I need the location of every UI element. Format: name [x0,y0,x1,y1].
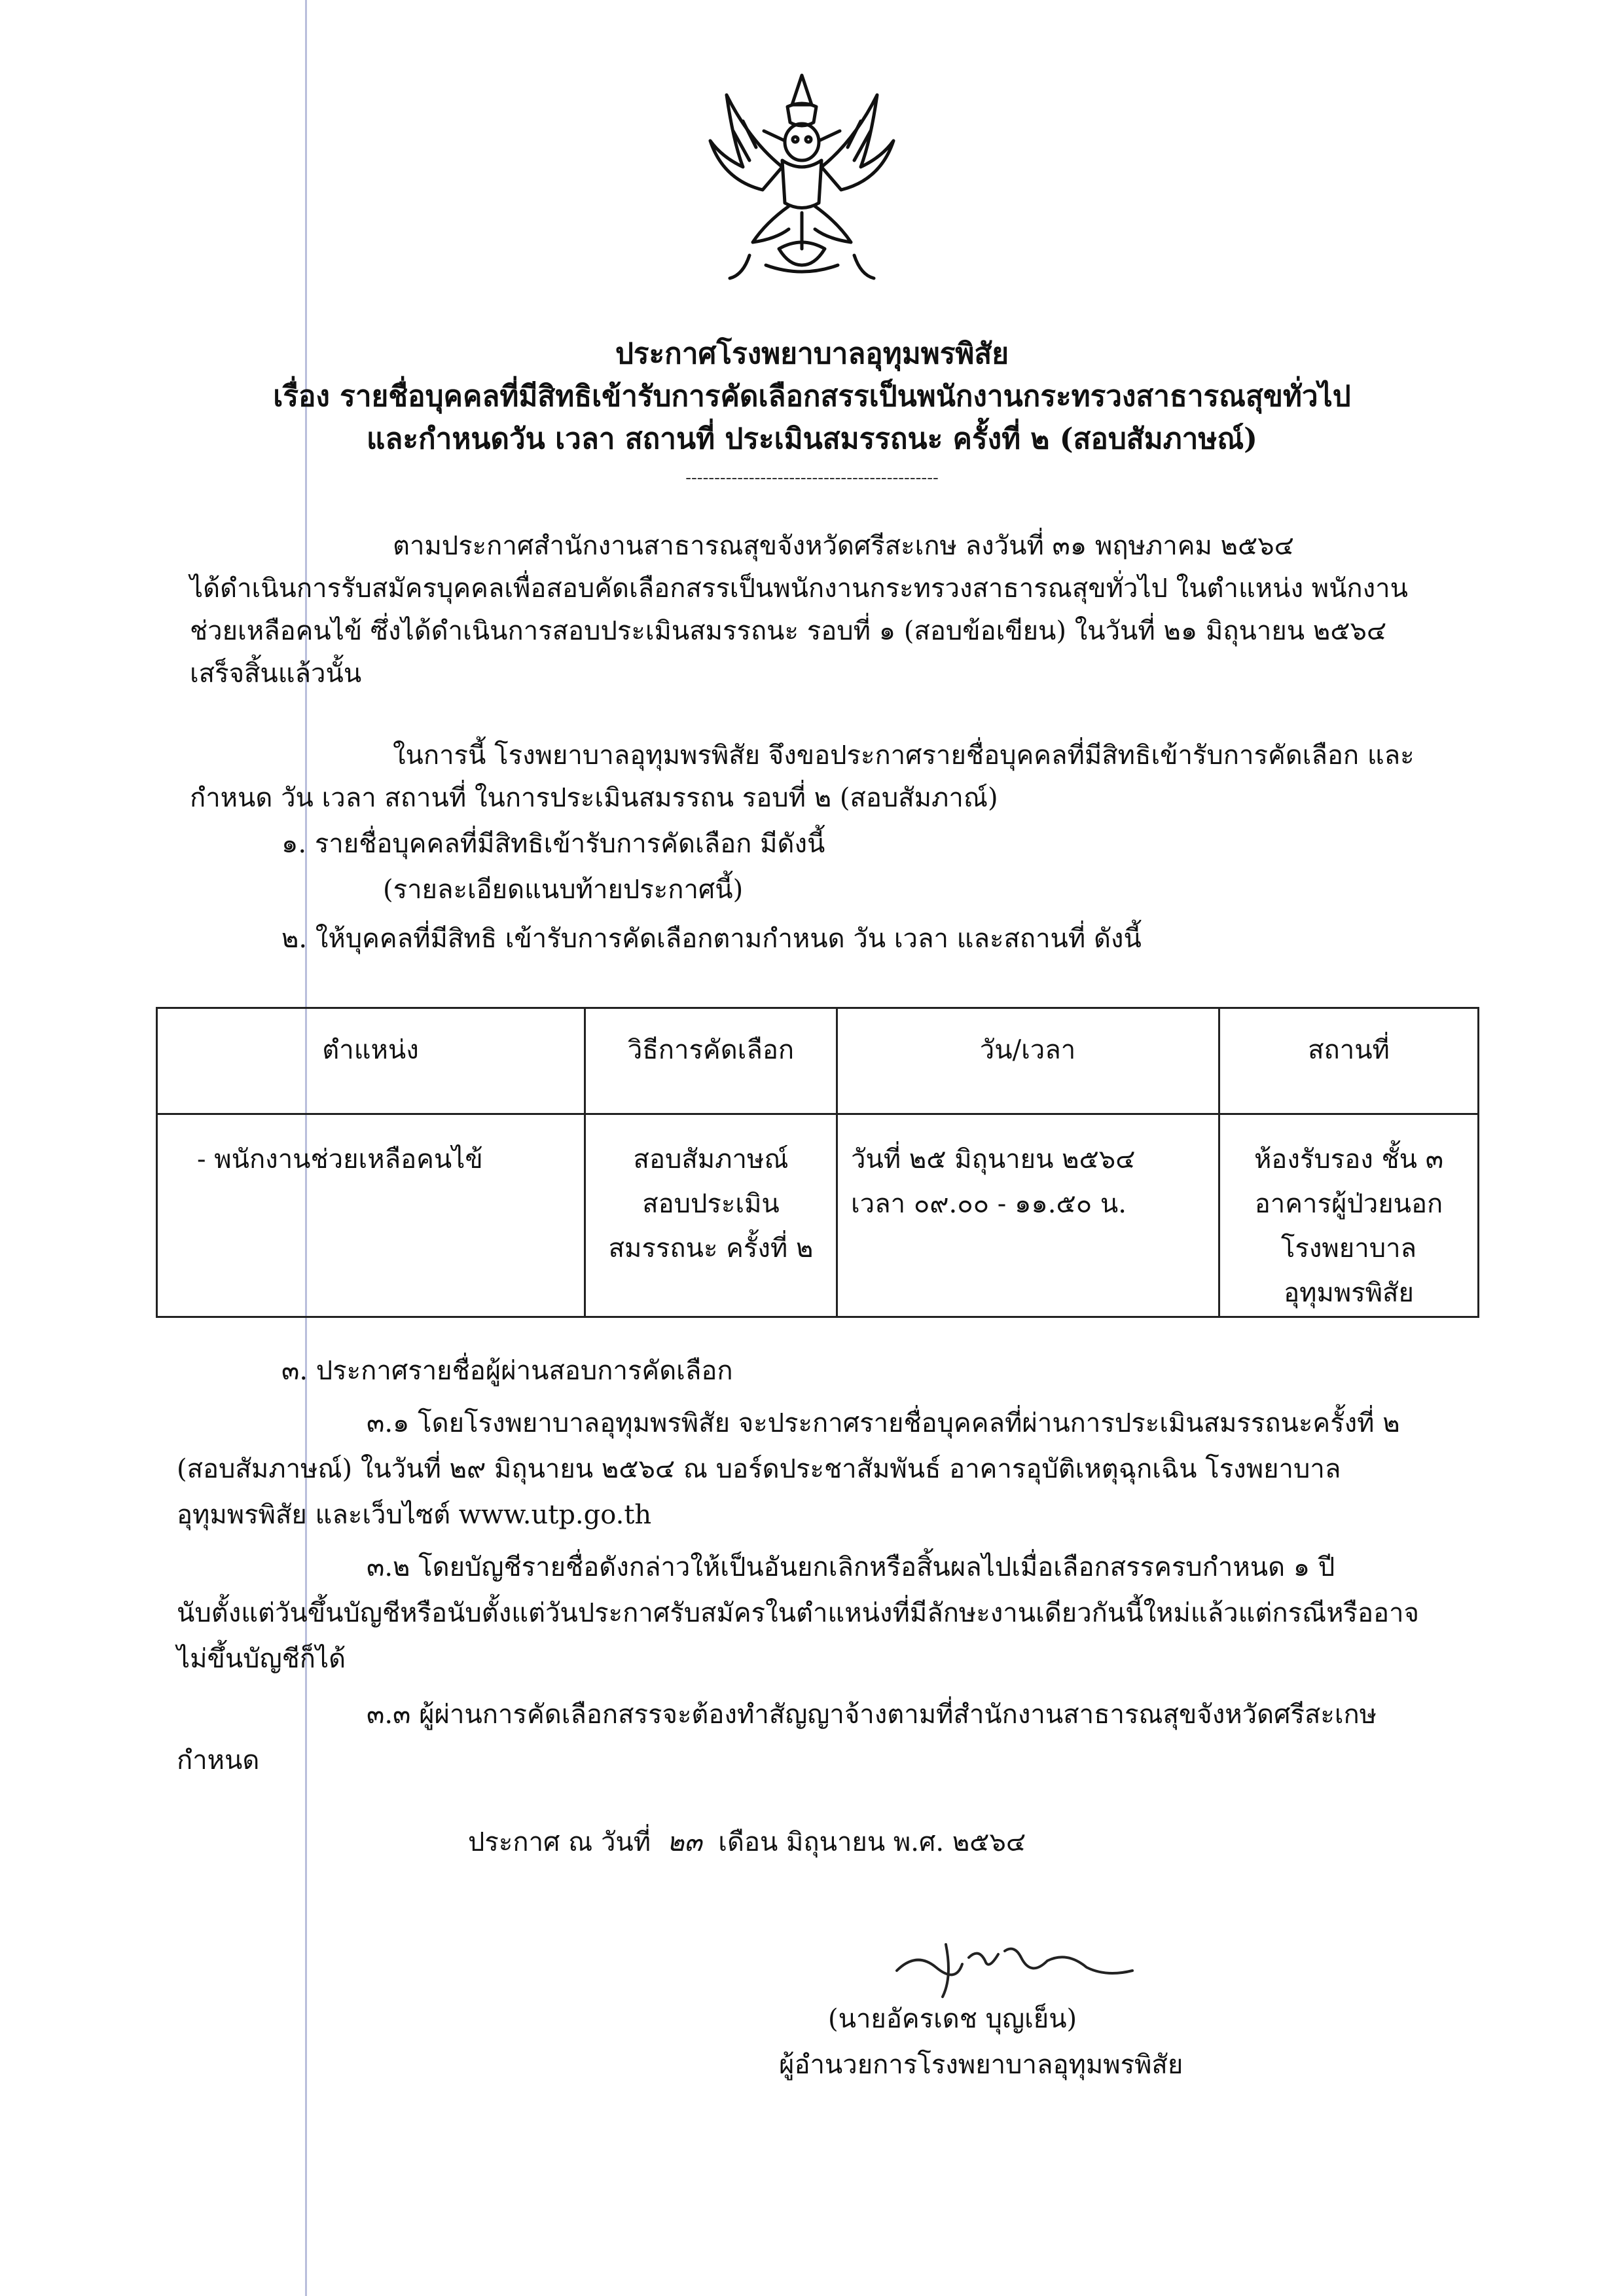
signatory-title: ผู้อำนวยการโรงพยาบาลอุทุมพรพิสัย [779,2050,1183,2080]
method-line3: สมรรถนะ ครั้งที่ ๒ [608,1233,814,1264]
place-line2: อาคารผู้ป่วยนอก [1254,1189,1443,1219]
table-header-row [157,1008,1479,1114]
para1-line4: เสร็จสิ้นแล้วนั้น [190,659,362,689]
item2-text: ๒. ให้บุคคลที่มีสิทธิ เข้ารับการคัดเลือกตามกำหนด วัน เวลา และสถานที่ ดังนี้ [281,924,1142,954]
signatory-name: (นายอัครเดช บุญเย็น) [828,2004,1077,2034]
place-line1: ห้องรับรอง ชั้น ๓ [1254,1144,1444,1175]
announce-date [468,1827,1026,1858]
schedule-table [156,1007,1479,1318]
section3-2-line1: ๓.๒ โดยบัญชีรายชื่อดังกล่าวให้เป็นอันยกเลิกหรือสิ้นผลไปเมื่อเลือกสรรครบกำหนด ๑ ปี [367,1552,1335,1582]
cell-place [1219,1114,1479,1317]
method-line1: สอบสัมภาษณ์ [633,1144,789,1175]
col-header-position: ตำแหน่ง [157,1008,585,1114]
item1-text: ๑. รายชื่อบุคคลที่มีสิทธิเข้ารับการคัดเลือก มีดังนี้ [281,829,825,859]
cell-position [157,1114,585,1317]
section3-1-line1: ๓.๑ โดยโรงพยาบาลอุทุมพรพิสัย จะประกาศรายชื่อบุคคลที่ผ่านการประเมินสมรรถนะครั้งที่ ๒ [367,1408,1400,1438]
announce-suffix: เดือน มิถุนายน พ.ศ. ๒๕๖๔ [718,1827,1026,1857]
section3-3-line2: กำหนด [177,1745,260,1776]
garuda-emblem-icon [704,69,900,285]
section3-1-line3: อุทุมพรพิสัย และเว็บไซต์ www.utp.go.th [177,1500,652,1530]
section3-2-line2: นับตั้งแต่วันขึ้นบัญชีหรือนับตั้งแต่วันประกาศรับสมัครในตำแหน่งที่มีลักษะงานเดียวกันนี้ใหม่แล้วแต่กรณีหรืออาจ [177,1598,1419,1628]
datetime-line1: วันที่ ๒๕ มิถุนายน ๒๕๖๔ [851,1144,1136,1175]
announcement-subject-line2: และกำหนดวัน เวลา สถานที่ ประเมินสมรรถนะ ครั้งที่ ๒ (สอบสัมภาษณ์) [367,422,1257,456]
col-header-datetime: วัน/เวลา [837,1008,1219,1114]
title-divider: -------------------------------------------- [685,468,939,488]
method-line2: สอบประเมิน [642,1189,780,1219]
section3-1-line2: (สอบสัมภาษณ์) ในวันที่ ๒๙ มิถุนายน ๒๕๖๔ ณ บอร์ดประชาสัมพันธ์ อาคารอุบัติเหตุฉุกเฉิน โรงพยาบาล [177,1454,1341,1484]
position-text: - พนักงานช่วยเหลือคนไข้ [197,1144,483,1175]
item1-note: (รายละเอียดแนบท้ายประกาศนี้) [383,875,744,905]
signature-icon [890,1931,1139,2003]
para1-line2: ได้ดำเนินการรับสมัครบุคคลเพื่อสอบคัดเลือกสรรเป็นพนักงานกระทรวงสาธารณสุขทั่วไป ในตำแหน่ง พนักงาน [190,574,1408,604]
para2-line2: กำหนด วัน เวลา สถานที่ ในการประเมินสมรรถน รอบที่ ๒ (สอบสัมภาณ์) [190,783,998,813]
announcement-subject: เรื่อง รายชื่อบุคคลที่มีสิทธิเข้ารับการคัดเลือกสรรเป็นพนักงานกระทรวงสาธารณสุขทั่วไป [273,380,1351,413]
cell-datetime [837,1114,1219,1317]
col-header-place: สถานที่ [1219,1008,1479,1114]
para1-line1: ตามประกาศสำนักงานสาธารณสุขจังหวัดศรีสะเกษ ลงวันที่ ๓๑ พฤษภาคม ๒๕๖๔ [393,531,1294,561]
announcement-title: ประกาศโรงพยาบาลอุทุมพรพิสัย [615,337,1009,371]
para2-line1: ในการนี้ โรงพยาบาลอุทุมพรพิสัย จึงขอประกาศรายชื่อบุคคลที่มีสิทธิเข้ารับการคัดเลือก และ [393,740,1415,771]
section3-title: ๓. ประกาศรายชื่อผู้ผ่านสอบการคัดเลือก [281,1356,733,1386]
announce-prefix: ประกาศ ณ วันที่ [468,1827,651,1857]
datetime-line2: เวลา ๐๙.๐๐ - ๑๑.๕๐ น. [851,1189,1127,1219]
table-row [157,1114,1479,1317]
cell-method [585,1114,837,1317]
place-line3: โรงพยาบาลอุทุมพรพิสัย [1280,1233,1417,1308]
announce-day: ๒๓ [666,1827,702,1857]
section3-3-line1: ๓.๓ ผู้ผ่านการคัดเลือกสรรจะต้องทำสัญญาจ้างตามที่สำนักงานสาธารณสุขจังหวัดศรีสะเกษ [367,1700,1377,1730]
section3-2-line3: ไม่ขึ้นบัญชีก็ได้ [177,1644,346,1674]
col-header-method: วิธีการคัดเลือก [585,1008,837,1114]
para1-line3: ช่วยเหลือคนไข้ ซึ่งได้ดำเนินการสอบประเมินสมรรถนะ รอบที่ ๑ (สอบข้อเขียน) ในวันที่ ๒๑ มิถุนายน ๒๕๖๔ [190,616,1387,646]
